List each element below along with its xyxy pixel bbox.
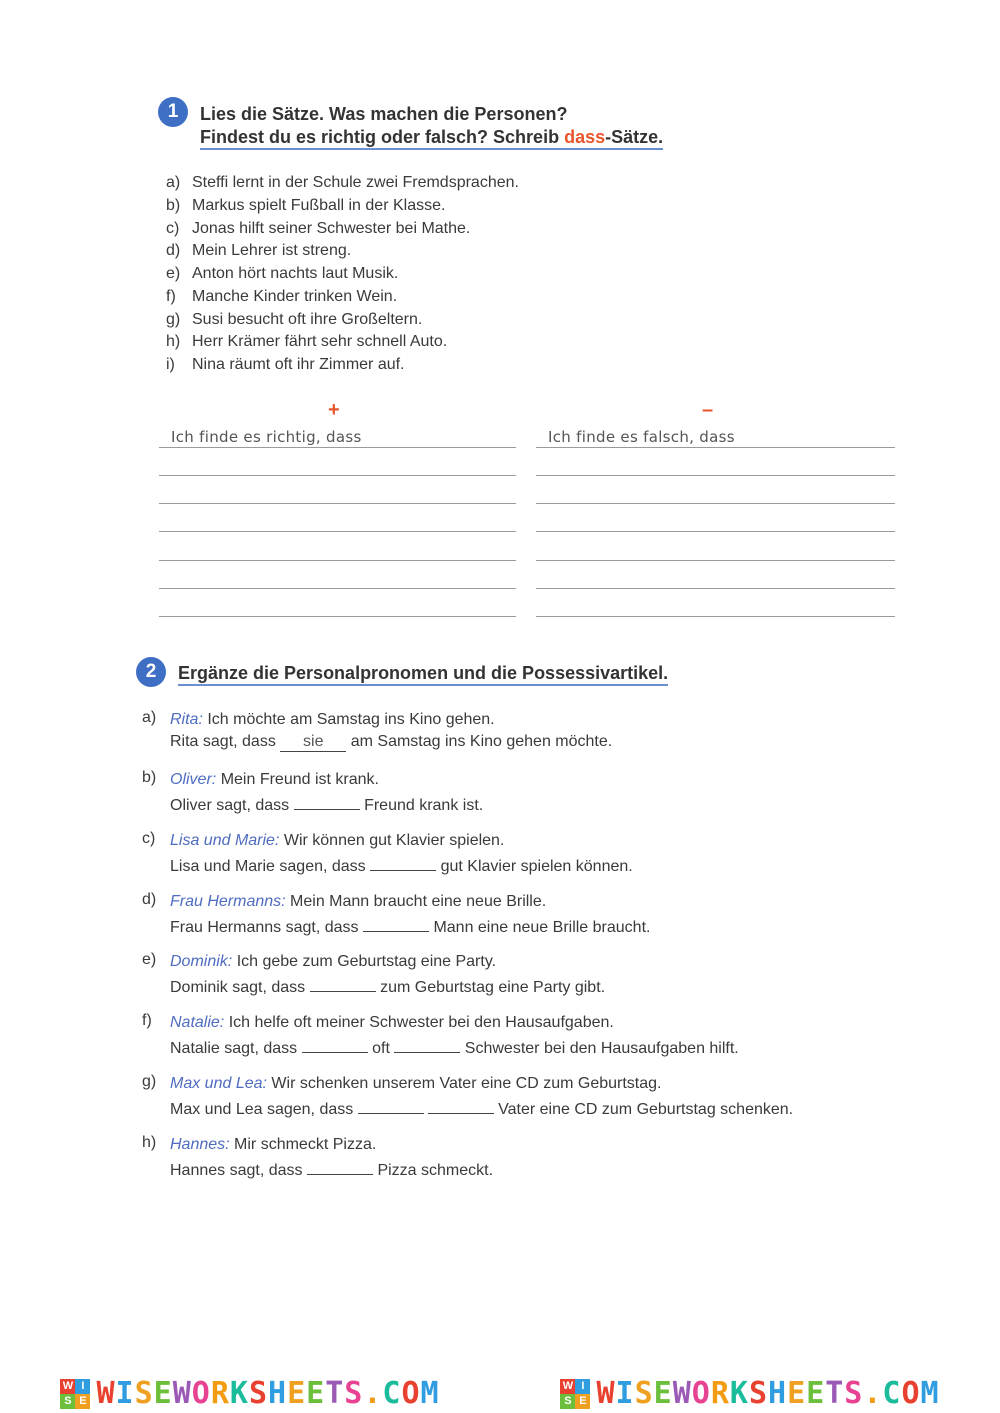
quote-text: Ich möchte am Samstag ins Kino gehen. bbox=[207, 711, 495, 728]
list-item bbox=[166, 172, 519, 195]
writing-line[interactable] bbox=[536, 503, 895, 504]
minus-sign: – bbox=[702, 399, 714, 421]
list-item bbox=[166, 218, 519, 241]
writing-line[interactable] bbox=[536, 531, 895, 532]
sentence-end: gut Klavier spielen können. bbox=[440, 858, 633, 875]
sentence-start: Max und Lea sagen, dass bbox=[170, 1101, 354, 1118]
quote-text: Wir können gut Klavier spielen. bbox=[283, 832, 505, 849]
writing-line[interactable] bbox=[159, 531, 516, 532]
brand-text: WISEWORKSHEETS.COM bbox=[96, 1376, 440, 1411]
sentence-start: Frau Hermanns sagt, dass bbox=[170, 919, 359, 936]
item-text: Nina räumt oft ihr Zimmer auf. bbox=[192, 356, 405, 373]
sentence-end: Mann eine neue Brille braucht. bbox=[433, 919, 651, 936]
writing-line[interactable] bbox=[536, 475, 895, 476]
sentence-end: Pizza schmeckt. bbox=[377, 1162, 494, 1179]
speaker-name: Max und Lea: bbox=[170, 1075, 267, 1092]
item-text: Steffi lernt in der Schule zwei Fremdsprachen. bbox=[192, 174, 519, 191]
logo-letter: I bbox=[575, 1379, 590, 1394]
item-letter: h) bbox=[166, 333, 181, 351]
statement-list bbox=[166, 172, 519, 377]
item-letter: e) bbox=[142, 951, 157, 968]
item-letter: g) bbox=[142, 1073, 157, 1090]
sentence-middle: oft bbox=[372, 1040, 390, 1057]
dass-highlight: dass bbox=[564, 127, 606, 147]
quote-text: Wir schenken unserem Vater eine CD zum Geburtstag. bbox=[271, 1075, 662, 1092]
item-text: Susi besucht oft ihre Großeltern. bbox=[192, 310, 423, 328]
exercise-1-number: 1 bbox=[158, 97, 188, 127]
item-letter: f) bbox=[166, 287, 176, 305]
item-letter: f) bbox=[142, 1012, 152, 1029]
brand-text: WISEWORKSHEETS.COM bbox=[596, 1376, 940, 1411]
item-letter: c) bbox=[166, 219, 180, 237]
answer-blank[interactable] bbox=[307, 1156, 373, 1175]
exercise-1-title-line1: Lies die Sätze. Was machen die Personen? bbox=[200, 104, 568, 124]
item-letter: b) bbox=[166, 196, 181, 214]
quote-text: Mein Freund ist krank. bbox=[220, 771, 379, 788]
speaker-name: Oliver: bbox=[170, 771, 217, 788]
exercise-2-number: 2 bbox=[136, 657, 166, 687]
answer-blank[interactable]: sie bbox=[280, 733, 346, 752]
exercise-1-title-line2 bbox=[200, 127, 663, 150]
item-letter: e) bbox=[166, 265, 181, 282]
brand-logo bbox=[60, 1376, 439, 1411]
speaker-name: Lisa und Marie: bbox=[170, 832, 280, 849]
item-text: Mein Lehrer ist streng. bbox=[192, 242, 352, 260]
writing-line[interactable] bbox=[536, 447, 895, 448]
logo-letter: S bbox=[560, 1394, 575, 1409]
writing-line[interactable] bbox=[159, 616, 516, 617]
list-item bbox=[166, 354, 519, 377]
answer-blank[interactable] bbox=[358, 1095, 424, 1114]
writing-line[interactable] bbox=[536, 588, 895, 589]
item-letter: d) bbox=[142, 891, 157, 908]
footer-watermark bbox=[0, 1374, 1000, 1413]
item-letter: i) bbox=[166, 356, 175, 373]
minus-column-heading: Ich finde es falsch, dass bbox=[548, 428, 735, 446]
item-text: Markus spielt Fußball in der Klasse. bbox=[192, 196, 446, 214]
sentence-end: zum Geburtstag eine Party gibt. bbox=[380, 979, 606, 996]
answer-blank[interactable] bbox=[363, 913, 429, 932]
list-item bbox=[166, 286, 519, 309]
sentence-end: Vater eine CD zum Geburtstag schenken. bbox=[498, 1101, 794, 1118]
answer-blank[interactable] bbox=[302, 1034, 368, 1053]
plus-sign: + bbox=[328, 399, 340, 421]
logo-letter: E bbox=[575, 1394, 590, 1409]
sentence-start: Dominik sagt, dass bbox=[170, 979, 306, 996]
logo-box bbox=[60, 1379, 90, 1409]
writing-line[interactable] bbox=[536, 616, 895, 617]
writing-line[interactable] bbox=[159, 447, 516, 448]
quote-text: Ich helfe oft meiner Schwester bei den Hausaufgaben. bbox=[228, 1014, 614, 1031]
list-item bbox=[166, 263, 519, 286]
item-letter: b) bbox=[142, 769, 157, 786]
writing-line[interactable] bbox=[159, 560, 516, 561]
item-letter: d) bbox=[166, 242, 181, 260]
item-letter: a) bbox=[166, 174, 181, 191]
writing-line[interactable] bbox=[159, 588, 516, 589]
sentence-end: am Samstag ins Kino gehen möchte. bbox=[350, 733, 613, 750]
title-line2-pre: Findest du es richtig oder falsch? Schreib bbox=[200, 127, 565, 147]
quote-text: Mein Mann braucht eine neue Brille. bbox=[290, 893, 547, 910]
item-letter: c) bbox=[142, 830, 156, 847]
logo-letter: W bbox=[560, 1379, 575, 1394]
item-text: Anton hört nachts laut Musik. bbox=[192, 265, 399, 282]
item-text: Manche Kinder trinken Wein. bbox=[192, 287, 398, 305]
title-line2-post: -Sätze. bbox=[605, 127, 664, 147]
sentence-start: Natalie sagt, dass bbox=[170, 1040, 298, 1057]
exercise-2-title-text: Ergänze die Personalpronomen und die Possessivartikel. bbox=[178, 663, 668, 686]
list-item bbox=[166, 240, 519, 263]
item-letter: a) bbox=[142, 709, 157, 726]
answer-blank[interactable] bbox=[294, 791, 360, 810]
answer-blank[interactable] bbox=[370, 852, 436, 871]
sentence-end: Schwester bei den Hausaufgaben hilft. bbox=[464, 1040, 739, 1057]
sentence-start: Rita sagt, dass bbox=[170, 733, 276, 750]
quote-text: Mir schmeckt Pizza. bbox=[234, 1136, 377, 1153]
writing-line[interactable] bbox=[536, 560, 895, 561]
logo-letter: W bbox=[60, 1379, 75, 1394]
brand-logo bbox=[560, 1376, 939, 1411]
list-item bbox=[166, 195, 519, 218]
speaker-name: Rita: bbox=[170, 711, 203, 728]
answer-blank[interactable] bbox=[310, 973, 376, 992]
speaker-name: Frau Hermanns: bbox=[170, 893, 286, 910]
answer-blank[interactable] bbox=[428, 1095, 494, 1114]
item-letter: g) bbox=[166, 310, 181, 328]
answer-blank[interactable] bbox=[394, 1034, 460, 1053]
logo-letter: S bbox=[60, 1394, 75, 1409]
item-text: Herr Krämer fährt sehr schnell Auto. bbox=[192, 333, 448, 351]
list-item bbox=[166, 309, 519, 332]
logo-letter: E bbox=[75, 1394, 90, 1409]
speaker-name: Hannes: bbox=[170, 1136, 230, 1153]
speaker-name: Natalie: bbox=[170, 1014, 225, 1031]
writing-line[interactable] bbox=[159, 475, 516, 476]
speaker-name: Dominik: bbox=[170, 953, 233, 970]
exercise-2-title bbox=[178, 662, 668, 685]
writing-line[interactable] bbox=[159, 503, 516, 504]
plus-column-heading: Ich finde es richtig, dass bbox=[171, 428, 362, 446]
item-letter: h) bbox=[142, 1134, 157, 1151]
quote-text: Ich gebe zum Geburtstag eine Party. bbox=[236, 953, 497, 970]
sentence-start: Lisa und Marie sagen, dass bbox=[170, 858, 366, 875]
list-item bbox=[166, 331, 519, 354]
logo-letter: I bbox=[75, 1379, 90, 1394]
sentence-end: Freund krank ist. bbox=[364, 797, 484, 814]
exercise-1-title bbox=[200, 103, 663, 149]
sentence-start: Hannes sagt, dass bbox=[170, 1162, 303, 1179]
logo-box bbox=[560, 1379, 590, 1409]
item-text: Jonas hilft seiner Schwester bei Mathe. bbox=[192, 219, 471, 237]
sentence-start: Oliver sagt, dass bbox=[170, 797, 290, 814]
